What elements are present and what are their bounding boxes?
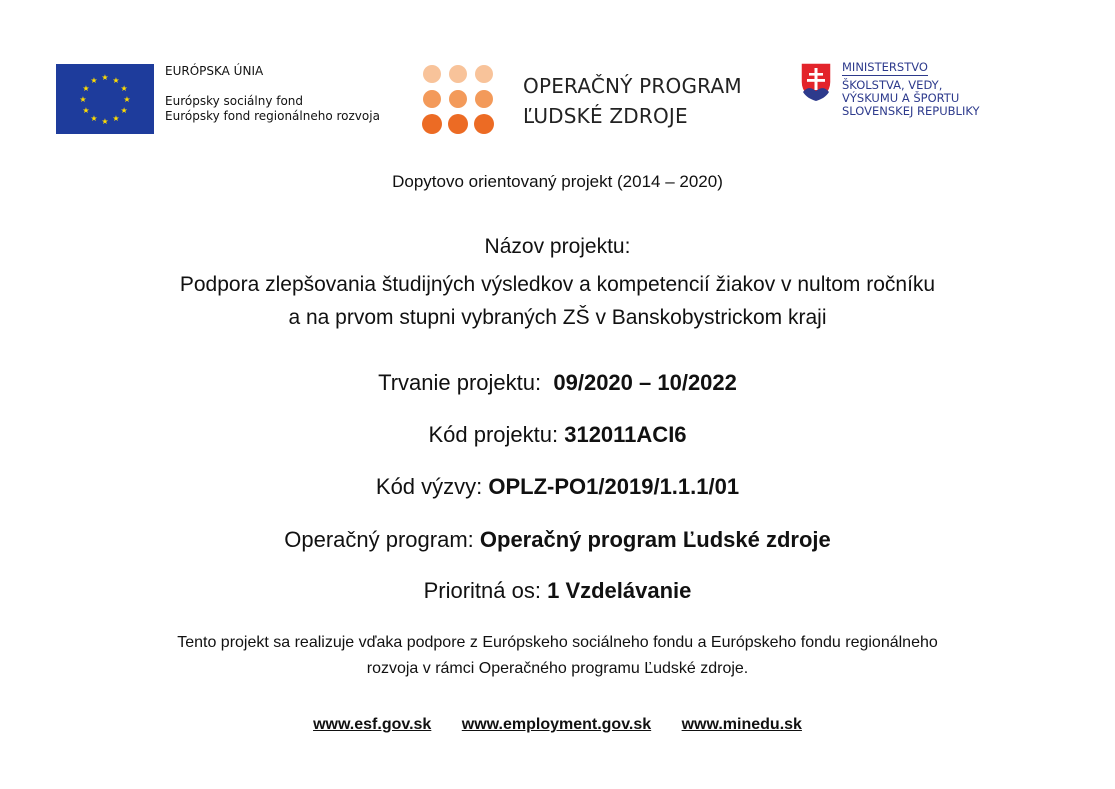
oplz-dot bbox=[423, 90, 441, 108]
axis-label: Prioritná os: bbox=[423, 578, 541, 603]
oplz-line2: ĽUDSKÉ ZDROJE bbox=[523, 104, 688, 128]
eu-fund-social: Európsky sociálny fond bbox=[165, 94, 304, 108]
slovak-crest-icon bbox=[800, 62, 832, 102]
oplz-dots-icon bbox=[420, 64, 500, 136]
ministry-line1: MINISTERSTVO bbox=[842, 60, 928, 74]
link-minedu[interactable]: www.minedu.sk bbox=[681, 716, 802, 733]
oplz-dot bbox=[422, 114, 442, 134]
eu-star-icon: ★ bbox=[120, 106, 128, 115]
duration-label: Trvanie projektu: bbox=[378, 370, 542, 395]
project-duration bbox=[0, 370, 1115, 396]
eu-star-icon: ★ bbox=[90, 114, 98, 124]
funding-note bbox=[0, 630, 1115, 682]
call-code bbox=[0, 474, 1115, 500]
eu-star-icon: ★ bbox=[120, 84, 128, 93]
duration-value: 09/2020 – 10/2022 bbox=[553, 370, 737, 395]
eu-star-icon: ★ bbox=[79, 95, 87, 104]
eu-title: EURÓPSKA ÚNIA bbox=[165, 64, 264, 78]
oplz-line1: OPERAČNÝ PROGRAM bbox=[523, 74, 742, 98]
code-label: Kód projektu: bbox=[428, 422, 559, 447]
call-label: Kód výzvy: bbox=[375, 474, 483, 499]
eu-star-icon: ★ bbox=[82, 84, 90, 93]
eu-flag-icon bbox=[56, 64, 154, 134]
logo-bar bbox=[0, 56, 1115, 146]
oplz-logo-text bbox=[523, 71, 742, 131]
eu-star-icon: ★ bbox=[101, 117, 109, 126]
oplz-dot bbox=[475, 65, 493, 83]
program-label: Operačný program: bbox=[284, 527, 474, 552]
code-value: 312011ACI6 bbox=[564, 422, 687, 447]
operational-program bbox=[0, 527, 1115, 553]
project-code bbox=[0, 422, 1115, 448]
eu-fund-regional: Európsky fond regionálneho rozvoja bbox=[165, 109, 380, 123]
project-name-line2: a na prvom stupni vybraných ZŠ v Banskobystrickom kraji bbox=[288, 306, 827, 329]
website-links bbox=[0, 716, 1115, 734]
eu-star-icon: ★ bbox=[112, 75, 120, 85]
eu-star-icon: ★ bbox=[101, 73, 109, 82]
eu-star-icon: ★ bbox=[90, 75, 98, 85]
eu-logo-text bbox=[165, 64, 380, 124]
oplz-dot bbox=[423, 65, 441, 83]
oplz-dot bbox=[474, 114, 494, 134]
oplz-dot bbox=[475, 90, 493, 108]
oplz-dot bbox=[449, 65, 467, 83]
ministry-line3: VÝSKUMU A ŠPORTU bbox=[842, 91, 960, 105]
project-name-label: Názov projektu: bbox=[484, 235, 631, 258]
project-type-subtitle: Dopytovo orientovaný projekt (2014 – 2020) bbox=[392, 172, 723, 191]
ministry-line2: ŠKOLSTVA, VEDY, bbox=[842, 78, 943, 92]
eu-star-icon: ★ bbox=[123, 95, 131, 104]
funding-note-line1: Tento projekt sa realizuje vďaka podpore z Európskeho sociálneho fondu a Európskeho fondu regionálneho bbox=[177, 634, 938, 651]
eu-star-icon: ★ bbox=[82, 106, 90, 115]
axis-value: 1 Vzdelávanie bbox=[547, 578, 692, 603]
ministry-logo-text bbox=[842, 61, 980, 118]
priority-axis bbox=[0, 578, 1115, 604]
oplz-dot bbox=[448, 114, 468, 134]
ministry-line4: SLOVENSKEJ REPUBLIKY bbox=[842, 104, 980, 118]
oplz-dot bbox=[449, 90, 467, 108]
call-value: OPLZ-PO1/2019/1.1.1/01 bbox=[488, 474, 740, 499]
program-value: Operačný program Ľudské zdroje bbox=[479, 527, 831, 552]
funding-note-line2: rozvoja v rámci Operačného programu Ľudské zdroje. bbox=[366, 660, 749, 677]
link-employment[interactable]: www.employment.gov.sk bbox=[461, 716, 652, 733]
project-name-line1: Podpora zlepšovania študijných výsledkov a kompetencií žiakov v nultom ročníku bbox=[179, 273, 936, 296]
link-esf[interactable]: www.esf.gov.sk bbox=[313, 716, 432, 733]
eu-star-icon: ★ bbox=[112, 114, 120, 124]
